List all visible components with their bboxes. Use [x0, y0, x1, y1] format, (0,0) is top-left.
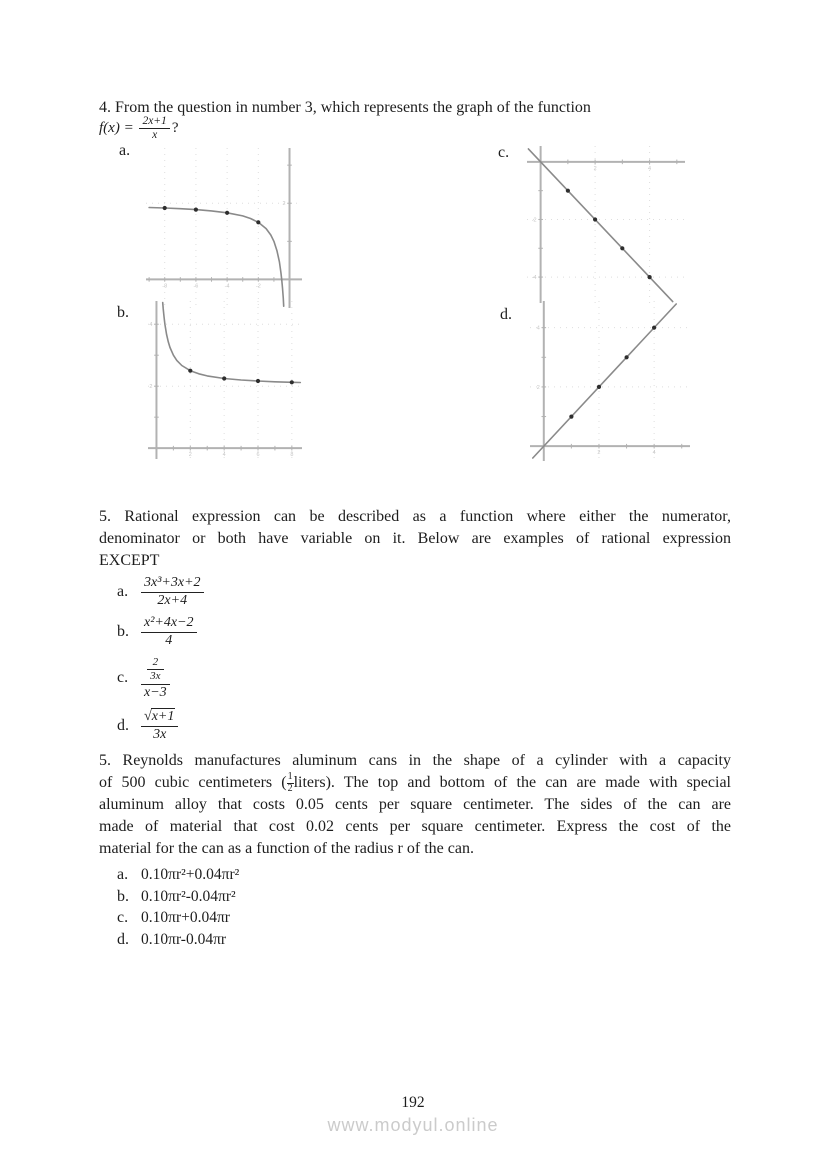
- watermark: www.modyul.online: [327, 1115, 499, 1135]
- option-letter: d.: [117, 717, 129, 734]
- question-5-line-3: EXCEPT: [99, 551, 160, 569]
- inner-numerator: 2: [147, 656, 163, 670]
- question-5-line-1: 5. Rational expression can be described as a function where either the numerator,: [99, 508, 731, 525]
- fraction-denominator: 3x: [153, 726, 167, 742]
- option-row-d: [117, 704, 204, 748]
- fraction-numerator: x²+4x−2: [141, 615, 197, 632]
- option-expression: 0.10πr²+0.04πr²: [141, 866, 240, 883]
- question-5-reynolds-options: [117, 864, 239, 950]
- option-b-fraction: [141, 615, 197, 648]
- option-expression: 0.10πr-0.04πr: [141, 930, 227, 948]
- function-prefix: f(x) =: [99, 120, 134, 137]
- question-4-function: [99, 115, 178, 142]
- option-expression: 0.10πr²-0.04πr²: [141, 887, 236, 905]
- svg-text:4: 4: [536, 325, 540, 332]
- graph-option-a-letter: a.: [119, 142, 131, 159]
- option-letter: a.: [117, 866, 129, 883]
- inline-fraction-numerator: 1: [287, 771, 293, 783]
- graph-option-d-letter: d.: [500, 306, 512, 323]
- svg-text:2: 2: [188, 452, 192, 459]
- fraction-denominator: x−3: [144, 684, 167, 700]
- option-row-a: [117, 572, 204, 612]
- svg-text:4: 4: [222, 452, 226, 459]
- fraction-numerator: 2x+1: [139, 115, 169, 129]
- answer-option-a: [117, 864, 239, 886]
- reynolds-line-1: 5. Reynolds manufactures aluminum cans in the shape of a cylinder with a capacity: [99, 752, 731, 769]
- reynolds-line-3: aluminum alloy that costs 0.05 cents per square centimeter. The sides of the can are: [99, 796, 731, 814]
- option-letter: a.: [117, 583, 129, 600]
- svg-text:4: 4: [149, 322, 153, 329]
- fraction-numerator: [141, 655, 170, 684]
- graph-option-c: [527, 146, 685, 303]
- svg-text:6: 6: [256, 452, 260, 459]
- inner-fraction: [147, 656, 163, 682]
- svg-text:-6: -6: [193, 283, 199, 290]
- svg-text:4: 4: [652, 450, 656, 457]
- inner-denominator: 3x: [150, 669, 161, 682]
- svg-text:-4: -4: [224, 283, 230, 290]
- svg-text:2: 2: [282, 201, 286, 208]
- fraction-denominator: 2x+4: [157, 592, 188, 608]
- reynolds-line-4: made of material that cost 0.02 cents per square centimeter. Express the cost of the: [99, 818, 731, 836]
- inline-fraction-denominator: 2: [287, 782, 293, 794]
- graph-option-a: [146, 148, 302, 308]
- option-expression: 0.10πr+0.04πr: [141, 909, 230, 926]
- option-a-fraction: [141, 575, 204, 608]
- svg-text:-4: -4: [531, 275, 537, 282]
- question-5-reynolds-text: [99, 750, 731, 860]
- option-row-b: [117, 612, 204, 652]
- graph-option-b: [148, 301, 302, 459]
- reynolds-line-5: material for the can as a function of the radius r of the can.: [99, 839, 474, 857]
- svg-text:-2: -2: [531, 217, 537, 224]
- svg-text:2: 2: [597, 450, 601, 457]
- question-5-rational-options: [117, 572, 204, 748]
- reynolds-line-2-before: of 500 cubic centimeters (: [99, 773, 287, 791]
- svg-text:4: 4: [648, 165, 652, 172]
- fraction-numerator: 3x³+3x+2: [141, 575, 204, 592]
- function-suffix: ?: [171, 120, 179, 137]
- option-letter: c.: [117, 909, 129, 926]
- svg-text:2: 2: [536, 384, 540, 391]
- option-letter: d.: [117, 930, 129, 948]
- answer-option-b: [117, 886, 239, 908]
- svg-text:-2: -2: [255, 283, 261, 290]
- fraction-numerator: [141, 709, 178, 726]
- svg-text:2: 2: [593, 165, 597, 172]
- question-4-text: 4. From the question in number 3, which represents the graph of the function: [99, 99, 591, 116]
- radicand: x+1: [151, 709, 175, 725]
- answer-option-d: [117, 929, 239, 951]
- option-d-radical-fraction: [141, 709, 178, 742]
- radical-sign: √: [144, 709, 151, 725]
- option-letter: b.: [117, 887, 129, 905]
- page-number: 192: [401, 1094, 425, 1111]
- reynolds-line-2-after: liters). The top and bottom of the can are made with special: [293, 773, 731, 791]
- graph-option-c-letter: c.: [498, 144, 510, 161]
- option-letter: b.: [117, 623, 129, 640]
- svg-text:2: 2: [149, 384, 153, 391]
- question-5-rational-text: [99, 506, 731, 571]
- reynolds-line-2: [99, 772, 731, 795]
- option-letter: c.: [117, 669, 129, 686]
- graph-option-d: [530, 301, 690, 461]
- option-row-c: [117, 652, 204, 704]
- fraction-denominator: 4: [165, 632, 173, 648]
- svg-text:8: 8: [290, 452, 294, 459]
- fraction-denominator: x: [152, 129, 158, 142]
- svg-text:-8: -8: [162, 283, 168, 290]
- answer-option-c: [117, 907, 239, 929]
- graph-option-b-letter: b.: [117, 304, 129, 321]
- question-5-line-2: denominator or both have variable on it. Below are examples of rational expression: [99, 529, 731, 547]
- function-fraction: [139, 115, 169, 142]
- half-liter-fraction: [287, 772, 294, 794]
- option-c-complex-fraction: [141, 655, 170, 700]
